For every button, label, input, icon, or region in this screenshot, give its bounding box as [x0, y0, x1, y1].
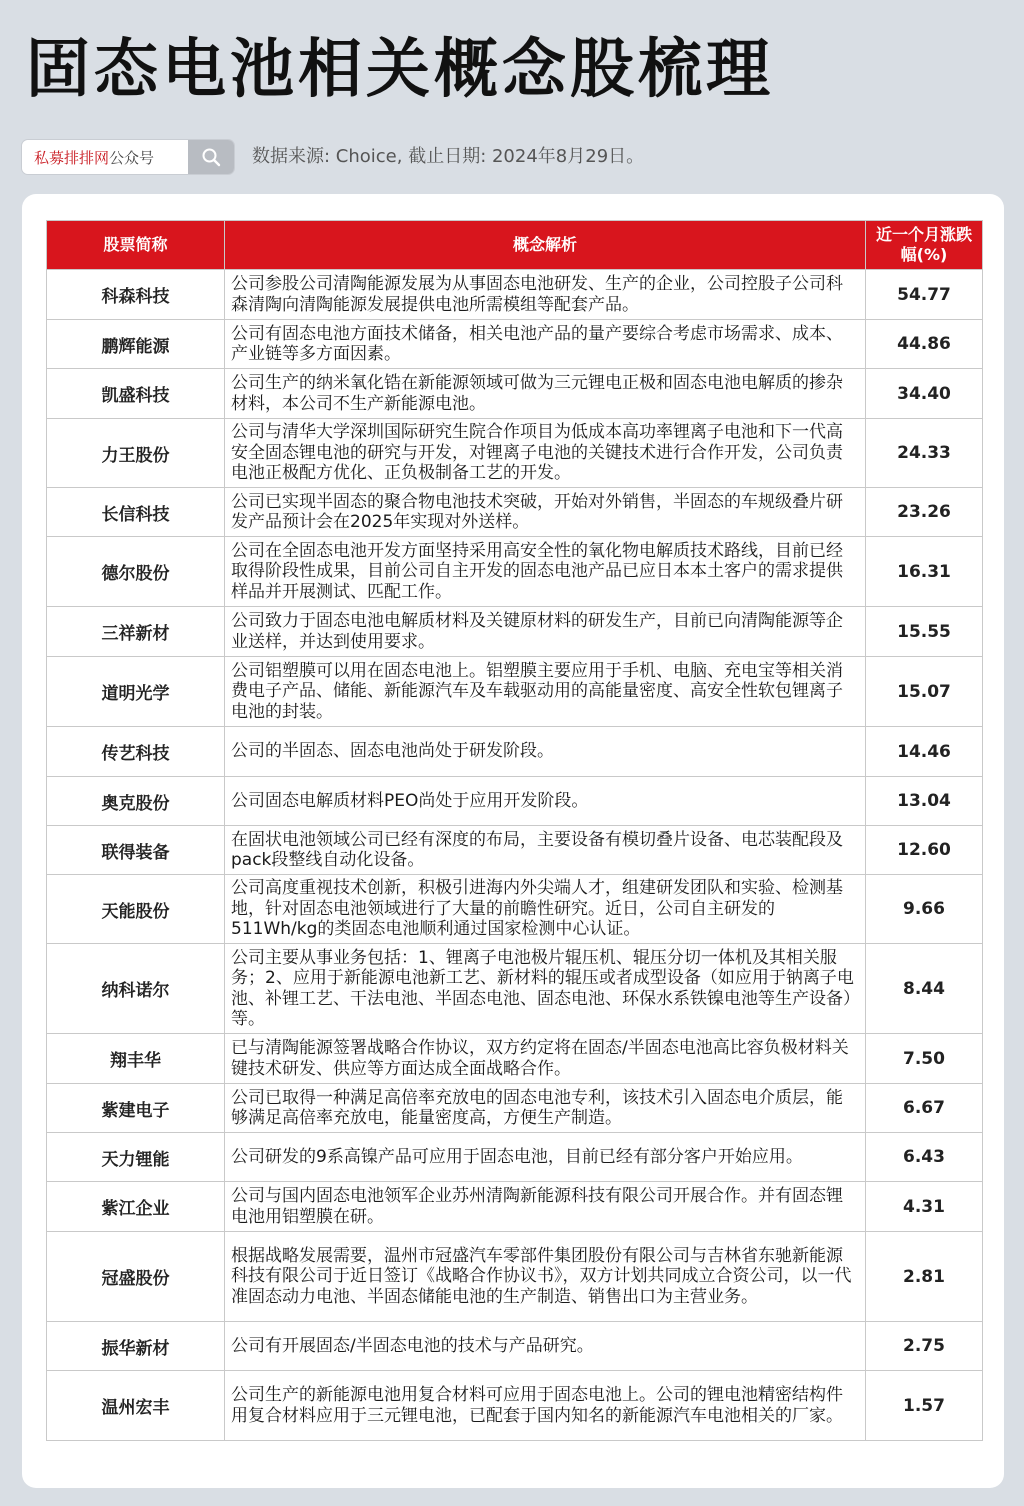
concept-cell: 公司主要从事业务包括：1、锂离子电池极片辊压机、辊压分切一体机及其相关服务；2、应用于新能源电池新工艺、新材料的辊压或者成型设备（如应用于钠离子电池、补锂工艺、干法电池、半固态电池、固态电池、环保水系铁镍电池等生产设备）等。 [225, 944, 866, 1034]
stock-name-cell: 温州宏丰 [47, 1371, 225, 1441]
concept-cell: 已与清陶能源签署战略合作协议，双方约定将在固态/半固态电池高比容负极材料关键技术研发、供应等方面达成全面战略合作。 [225, 1034, 866, 1084]
table-row [47, 944, 983, 1034]
table-row [47, 875, 983, 944]
table-header-row [47, 221, 983, 270]
table-row [47, 320, 983, 369]
stock-name-cell: 凯盛科技 [47, 369, 225, 419]
stock-name-cell: 鹏辉能源 [47, 320, 225, 369]
data-source-note: 数据来源: Choice, 截止日期: 2024年8月29日。 [252, 146, 645, 167]
table-row [47, 1322, 983, 1371]
change-cell: 13.04 [866, 777, 983, 826]
table-row [47, 488, 983, 537]
change-cell: 4.31 [866, 1182, 983, 1232]
search-brand-text: 私募排排网 [34, 148, 110, 167]
concept-cell: 公司与国内固态电池领军企业苏州清陶新能源科技有限公司开展合作。并有固态锂电池用铝塑膜在研。 [225, 1182, 866, 1232]
table-row [47, 537, 983, 607]
search-icon [201, 147, 221, 167]
table-row [47, 826, 983, 875]
table-row [47, 419, 983, 488]
concept-cell: 公司与清华大学深圳国际研究生院合作项目为低成本高功率锂离子电池和下一代高安全固态锂电池的研究与开发，对锂离子电池的关键技术进行合作开发，公司负责电池正极配方优化、正负极制备工艺的开发。 [225, 419, 866, 488]
concept-cell: 公司生产的纳米氧化锆在新能源领域可做为三元锂电正极和固态电池电解质的掺杂材料，本公司不生产新能源电池。 [225, 369, 866, 419]
column-header-name: 股票简称 [47, 221, 225, 270]
stock-name-cell: 道明光学 [47, 657, 225, 727]
stock-name-cell: 传艺科技 [47, 727, 225, 777]
table-row [47, 1034, 983, 1084]
concept-cell: 公司参股公司清陶能源发展为从事固态电池研发、生产的企业，公司控股子公司科森清陶向清陶能源发展提供电池所需模组等配套产品。 [225, 270, 866, 320]
change-cell: 2.75 [866, 1322, 983, 1371]
search-input[interactable] [22, 140, 188, 174]
concept-cell: 公司铝塑膜可以用在固态电池上。铝塑膜主要应用于手机、电脑、充电宝等相关消费电子产品、储能、新能源汽车及车载驱动用的高能量密度、高安全性软包锂离子电池的封装。 [225, 657, 866, 727]
table-row [47, 270, 983, 320]
change-cell: 1.57 [866, 1371, 983, 1441]
stock-name-cell: 联得装备 [47, 826, 225, 875]
change-cell: 2.81 [866, 1232, 983, 1322]
change-cell: 15.55 [866, 607, 983, 657]
change-cell: 15.07 [866, 657, 983, 727]
stock-name-cell: 冠盛股份 [47, 1232, 225, 1322]
change-cell: 24.33 [866, 419, 983, 488]
table-row [47, 1084, 983, 1133]
concept-cell: 公司生产的新能源电池用复合材料可应用于固态电池上。公司的锂电池精密结构件用复合材料应用于三元锂电池，已配套于国内知名的新能源汽车电池相关的厂家。 [225, 1371, 866, 1441]
search-box[interactable] [22, 140, 234, 174]
concept-cell: 根据战略发展需要，温州市冠盛汽车零部件集团股份有限公司与吉林省东驰新能源科技有限公司于近日签订《战略合作协议书》，双方计划共同成立合资公司，以一代准固态动力电池、半固态储能电池的生产制造、销售出口为主营业务。 [225, 1232, 866, 1322]
table-row [47, 657, 983, 727]
column-header-concept: 概念解析 [225, 221, 866, 270]
stock-name-cell: 三祥新材 [47, 607, 225, 657]
table-row [47, 607, 983, 657]
table-row [47, 777, 983, 826]
stock-name-cell: 紫建电子 [47, 1084, 225, 1133]
concept-cell: 公司有开展固态/半固态电池的技术与产品研究。 [225, 1322, 866, 1371]
table-card [22, 194, 1004, 1488]
change-cell: 14.46 [866, 727, 983, 777]
search-button[interactable] [188, 140, 234, 174]
table-row [47, 369, 983, 419]
table-row [47, 1182, 983, 1232]
change-cell: 44.86 [866, 320, 983, 369]
concept-cell: 公司在全固态电池开发方面坚持采用高安全性的氧化物电解质技术路线，目前已经取得阶段性成果，目前公司自主开发的固态电池产品已应日本本土客户的需求提供样品并开展测试、匹配工作。 [225, 537, 866, 607]
change-cell: 6.43 [866, 1133, 983, 1182]
concept-cell: 公司高度重视技术创新，积极引进海内外尖端人才，组建研发团队和实验、检测基地，针对固态电池领域进行了大量的前瞻性研究。近日，公司自主研发的511Wh/kg的类固态电池顺利通过国家检测中心认证。 [225, 875, 866, 944]
stock-name-cell: 紫江企业 [47, 1182, 225, 1232]
change-cell: 7.50 [866, 1034, 983, 1084]
concept-cell: 公司已实现半固态的聚合物电池技术突破，开始对外销售，半固态的车规级叠片研发产品预计会在2025年实现对外送样。 [225, 488, 866, 537]
change-cell: 9.66 [866, 875, 983, 944]
stock-name-cell: 奥克股份 [47, 777, 225, 826]
concept-cell: 公司研发的9系高镍产品可应用于固态电池，目前已经有部分客户开始应用。 [225, 1133, 866, 1182]
stock-name-cell: 科森科技 [47, 270, 225, 320]
change-cell: 54.77 [866, 270, 983, 320]
concept-cell: 公司致力于固态电池电解质材料及关键原材料的研发生产，目前已向清陶能源等企业送样，并达到使用要求。 [225, 607, 866, 657]
change-cell: 34.40 [866, 369, 983, 419]
table-row [47, 1371, 983, 1441]
stock-name-cell: 天能股份 [47, 875, 225, 944]
concept-cell: 在固状电池领域公司已经有深度的布局，主要设备有模切叠片设备、电芯装配段及pack段整线自动化设备。 [225, 826, 866, 875]
stock-name-cell: 翔丰华 [47, 1034, 225, 1084]
column-header-change: 近一个月涨跌幅(%) [866, 221, 983, 270]
concept-cell: 公司固态电解质材料PEO尚处于应用开发阶段。 [225, 777, 866, 826]
stock-name-cell: 振华新材 [47, 1322, 225, 1371]
stock-name-cell: 力王股份 [47, 419, 225, 488]
table-row [47, 1232, 983, 1322]
change-cell: 12.60 [866, 826, 983, 875]
change-cell: 16.31 [866, 537, 983, 607]
search-suffix-text: 公众号 [109, 148, 155, 167]
change-cell: 6.67 [866, 1084, 983, 1133]
page-title: 固态电池相关概念股梳理 [26, 33, 774, 107]
table-row [47, 1133, 983, 1182]
stock-name-cell: 纳科诺尔 [47, 944, 225, 1034]
change-cell: 8.44 [866, 944, 983, 1034]
concept-cell: 公司已取得一种满足高倍率充放电的固态电池专利，该技术引入固态电介质层，能够满足高倍率充放电，能量密度高，方便生产制造。 [225, 1084, 866, 1133]
concept-cell: 公司的半固态、固态电池尚处于研发阶段。 [225, 727, 866, 777]
stock-name-cell: 长信科技 [47, 488, 225, 537]
stock-name-cell: 天力锂能 [47, 1133, 225, 1182]
concept-stock-table [46, 220, 983, 1441]
stock-name-cell: 德尔股份 [47, 537, 225, 607]
table-row [47, 727, 983, 777]
concept-cell: 公司有固态电池方面技术储备，相关电池产品的量产要综合考虑市场需求、成本、产业链等多方面因素。 [225, 320, 866, 369]
change-cell: 23.26 [866, 488, 983, 537]
